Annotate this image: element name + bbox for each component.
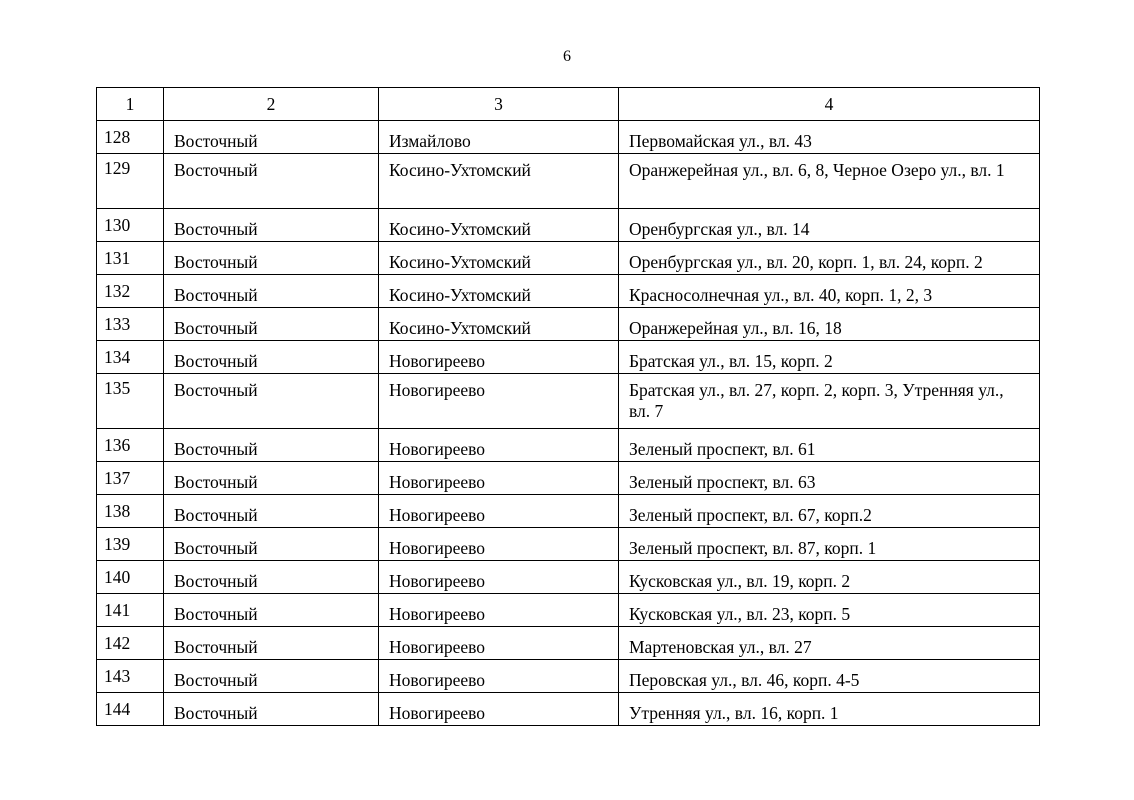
table-row xyxy=(97,462,1040,495)
district-cell: Восточный xyxy=(164,242,379,275)
district-cell: Восточный xyxy=(164,341,379,374)
row-number: 135 xyxy=(97,374,164,429)
address-cell: Кусковская ул., вл. 23, корп. 5 xyxy=(619,594,1040,627)
address-cell: Оренбургская ул., вл. 20, корп. 1, вл. 24, корп. 2 xyxy=(619,242,1040,275)
table-body xyxy=(97,121,1040,726)
header-row xyxy=(97,88,1040,121)
area-cell: Косино-Ухтомский xyxy=(379,308,619,341)
area-cell: Новогиреево xyxy=(379,594,619,627)
area-cell: Новогиреево xyxy=(379,462,619,495)
row-number: 130 xyxy=(97,209,164,242)
address-cell: Первомайская ул., вл. 43 xyxy=(619,121,1040,154)
district-cell: Восточный xyxy=(164,154,379,209)
row-number: 139 xyxy=(97,528,164,561)
row-number: 136 xyxy=(97,429,164,462)
address-cell: Братская ул., вл. 27, корп. 2, корп. 3, Утренняя ул., вл. 7 xyxy=(619,374,1040,429)
district-cell: Восточный xyxy=(164,374,379,429)
table-row xyxy=(97,429,1040,462)
area-cell: Косино-Ухтомский xyxy=(379,209,619,242)
area-cell: Новогиреево xyxy=(379,429,619,462)
district-cell: Восточный xyxy=(164,275,379,308)
district-cell: Восточный xyxy=(164,660,379,693)
header-cell-1: 1 xyxy=(97,88,164,121)
row-number: 129 xyxy=(97,154,164,209)
address-cell: Красносолнечная ул., вл. 40, корп. 1, 2, 3 xyxy=(619,275,1040,308)
address-cell: Кусковская ул., вл. 19, корп. 2 xyxy=(619,561,1040,594)
table-row xyxy=(97,594,1040,627)
row-number: 137 xyxy=(97,462,164,495)
district-cell: Восточный xyxy=(164,429,379,462)
row-number: 140 xyxy=(97,561,164,594)
area-cell: Новогиреево xyxy=(379,561,619,594)
area-cell: Косино-Ухтомский xyxy=(379,275,619,308)
district-cell: Восточный xyxy=(164,121,379,154)
row-number: 128 xyxy=(97,121,164,154)
table-row xyxy=(97,374,1040,429)
district-cell: Восточный xyxy=(164,561,379,594)
address-cell: Зеленый проспект, вл. 67, корп.2 xyxy=(619,495,1040,528)
header-cell-2: 2 xyxy=(164,88,379,121)
header-cell-4: 4 xyxy=(619,88,1040,121)
table-row xyxy=(97,154,1040,209)
area-cell: Новогиреево xyxy=(379,693,619,726)
address-cell: Зеленый проспект, вл. 63 xyxy=(619,462,1040,495)
table-row xyxy=(97,308,1040,341)
district-cell: Восточный xyxy=(164,693,379,726)
district-cell: Восточный xyxy=(164,308,379,341)
header-cell-3: 3 xyxy=(379,88,619,121)
page-number: 6 xyxy=(563,48,571,65)
address-cell: Оренбургская ул., вл. 14 xyxy=(619,209,1040,242)
row-number: 133 xyxy=(97,308,164,341)
address-cell: Зеленый проспект, вл. 87, корп. 1 xyxy=(619,528,1040,561)
area-cell: Косино-Ухтомский xyxy=(379,154,619,209)
table-row xyxy=(97,528,1040,561)
address-cell: Зеленый проспект, вл. 61 xyxy=(619,429,1040,462)
row-number: 138 xyxy=(97,495,164,528)
district-cell: Восточный xyxy=(164,495,379,528)
address-cell: Оранжерейная ул., вл. 6, 8, Черное Озеро ул., вл. 1 xyxy=(619,154,1040,209)
table-row xyxy=(97,561,1040,594)
district-cell: Восточный xyxy=(164,528,379,561)
area-cell: Новогиреево xyxy=(379,374,619,429)
row-number: 132 xyxy=(97,275,164,308)
table-row xyxy=(97,495,1040,528)
table-header xyxy=(97,88,1040,121)
area-cell: Новогиреево xyxy=(379,341,619,374)
table-row xyxy=(97,121,1040,154)
row-number: 142 xyxy=(97,627,164,660)
area-cell: Новогиреево xyxy=(379,627,619,660)
table-row xyxy=(97,275,1040,308)
area-cell: Измайлово xyxy=(379,121,619,154)
district-cell: Восточный xyxy=(164,627,379,660)
row-number: 143 xyxy=(97,660,164,693)
table-row xyxy=(97,341,1040,374)
address-cell: Оранжерейная ул., вл. 16, 18 xyxy=(619,308,1040,341)
address-cell: Утренняя ул., вл. 16, корп. 1 xyxy=(619,693,1040,726)
row-number: 144 xyxy=(97,693,164,726)
table-row xyxy=(97,242,1040,275)
row-number: 134 xyxy=(97,341,164,374)
row-number: 131 xyxy=(97,242,164,275)
district-cell: Восточный xyxy=(164,462,379,495)
address-cell: Мартеновская ул., вл. 27 xyxy=(619,627,1040,660)
table-row xyxy=(97,627,1040,660)
table-row xyxy=(97,209,1040,242)
address-cell: Братская ул., вл. 15, корп. 2 xyxy=(619,341,1040,374)
row-number: 141 xyxy=(97,594,164,627)
district-cell: Восточный xyxy=(164,594,379,627)
address-cell: Перовская ул., вл. 46, корп. 4-5 xyxy=(619,660,1040,693)
area-cell: Новогиреево xyxy=(379,495,619,528)
area-cell: Косино-Ухтомский xyxy=(379,242,619,275)
table-row xyxy=(97,693,1040,726)
area-cell: Новогиреево xyxy=(379,660,619,693)
area-cell: Новогиреево xyxy=(379,528,619,561)
address-table xyxy=(96,87,1040,726)
district-cell: Восточный xyxy=(164,209,379,242)
table-row xyxy=(97,660,1040,693)
